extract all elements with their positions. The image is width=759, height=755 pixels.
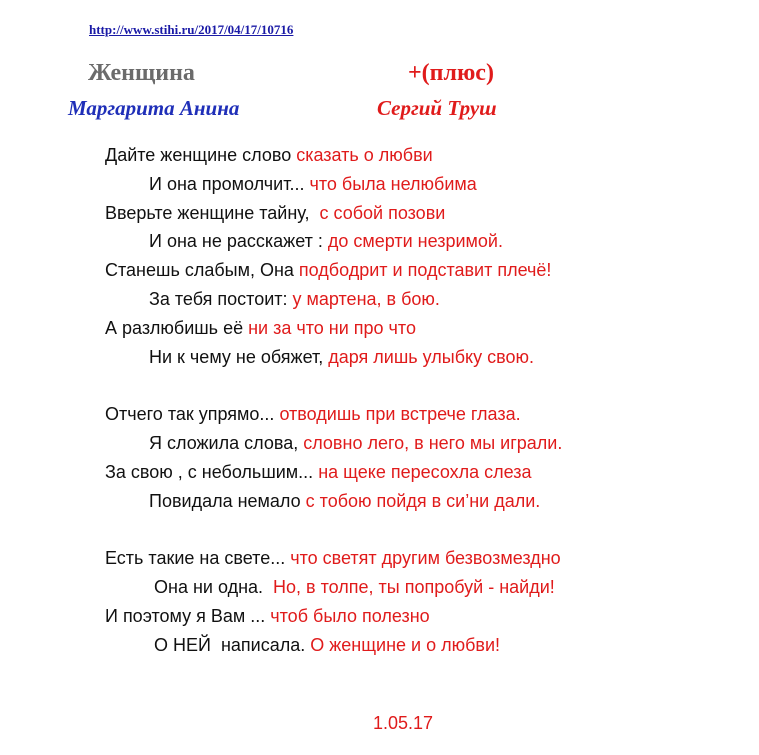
line-original: Есть такие на свете... — [105, 548, 291, 569]
line-response: у мартена, в бою. — [292, 288, 440, 309]
line-response: отводишь при встрече глаза. — [279, 404, 521, 425]
poem-line — [105, 458, 745, 487]
line-response: с собой позови — [319, 202, 446, 223]
line-original: Отчего так упрямо... — [105, 404, 280, 425]
poem-line — [105, 400, 745, 429]
poem-line — [105, 199, 745, 228]
poem-line — [105, 544, 745, 573]
line-original: А разлюбишь её — [105, 317, 249, 338]
poem-line — [105, 487, 745, 516]
source-link[interactable]: http://www.stihi.ru/2017/04/17/10716 — [89, 22, 294, 37]
line-response: сказать о любви — [296, 145, 433, 165]
line-original: Ни к чему не обяжет, — [149, 346, 329, 367]
line-original: За тебя постоит: — [149, 288, 293, 309]
poem-body — [105, 141, 745, 659]
poem-line — [105, 170, 745, 199]
line-response: Но, в толпе, ты попробуй - найди! — [273, 576, 555, 597]
stanza-gap — [105, 515, 745, 544]
line-response: до смерти незримой. — [327, 231, 503, 252]
stanza-gap — [105, 371, 745, 400]
line-response: что светят другим безвозмездно — [290, 548, 561, 569]
line-original: Она ни одна. — [149, 576, 274, 597]
line-original: Дайте женщине слово — [105, 145, 297, 165]
line-response: О женщине и о любви! — [310, 634, 501, 655]
poem-line — [105, 314, 745, 343]
poem-line — [105, 573, 745, 602]
line-response: даря лишь улыбку свою. — [328, 346, 534, 367]
line-original: Я сложила слова, — [149, 432, 304, 453]
poem-line — [105, 227, 745, 256]
poem-line — [105, 343, 745, 372]
line-original: И она не расскажет : — [149, 231, 328, 252]
line-original: Станешь слабым, Она — [105, 260, 299, 281]
line-original: Повидала немало — [149, 490, 306, 511]
line-response: что была нелюбима — [309, 173, 477, 194]
line-response: подбодрит и подставит плечё! — [298, 260, 552, 281]
poem-line — [105, 631, 745, 660]
line-response: на щеке пересохла слеза — [318, 461, 532, 482]
line-original: И поэтому я Вам ... — [105, 605, 271, 626]
poem-line — [105, 256, 745, 285]
line-response: ни за что ни про что — [248, 317, 416, 338]
response-title: +(плюс) — [408, 60, 494, 86]
line-original: За свою , с небольшим... — [105, 461, 319, 482]
poem-title: Женщина — [88, 60, 195, 86]
poem-date: 1.05.17 — [373, 713, 434, 733]
author-name: Маргарита Анина — [68, 96, 240, 120]
line-response: с тобою пойдя в си’ни дали. — [305, 490, 541, 511]
coauthor-name: Сергий Труш — [377, 96, 497, 120]
poem-line — [105, 141, 745, 170]
line-original: И она промолчит... — [149, 173, 310, 194]
line-original: Вверьте женщине тайну, — [105, 202, 320, 223]
line-response: словно лего, в него мы играли. — [303, 432, 563, 453]
poem-line — [105, 429, 745, 458]
line-response: чтоб было полезно — [270, 605, 430, 626]
poem-line — [105, 285, 745, 314]
poem-line — [105, 602, 745, 631]
line-original: О НЕЙ написала. — [149, 634, 311, 655]
